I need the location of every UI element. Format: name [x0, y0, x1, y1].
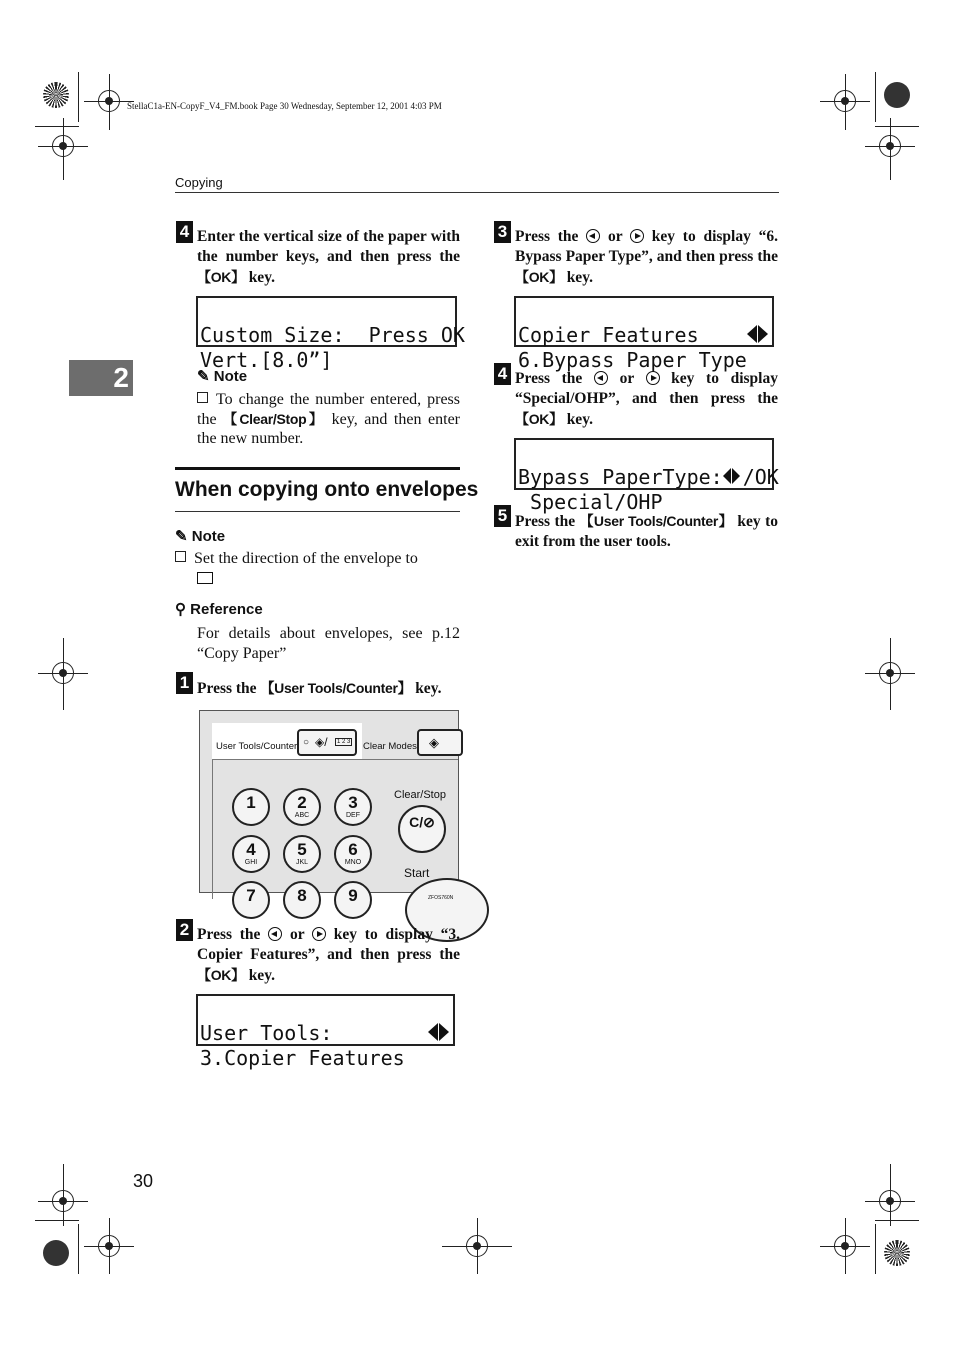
start-label: Start [404, 866, 430, 880]
keypad-key[interactable]: 5 JKL [283, 835, 321, 873]
keypad-key[interactable]: 7 [232, 881, 270, 919]
right-arrow-key-icon [312, 927, 326, 941]
illustration-code: ZFOS760N [428, 895, 454, 901]
section-rule-top [175, 467, 460, 470]
step-instruction: Press the or key to display “3. Copier Features”, and then press the 【OK】 key. [197, 926, 460, 984]
file-info: StellaC1a-EN-CopyF_V4_FM.book Page 30 Wednesday, September 12, 2001 4:03 PM [127, 101, 442, 111]
section-rule-bottom [175, 511, 460, 512]
keypad-key[interactable]: 9 [334, 881, 372, 919]
lcd-line: Custom Size: Press OK [200, 323, 465, 347]
step-instruction: Press the 【User Tools/Counter】 key to exit from the user tools. [515, 513, 778, 550]
indicator-icon: ○ [303, 737, 310, 748]
registration-dot-icon [884, 82, 910, 108]
step-instruction: Enter the vertical size of the paper with the number keys, and then press the 【OK】 key. [197, 228, 460, 286]
header-rule [175, 192, 779, 193]
note-text: To change the number entered, press the 【Clear/Stop】 key, and then enter the new number. [197, 391, 460, 447]
keypad-key[interactable]: 2 ABC [283, 788, 321, 826]
lcd-display [514, 296, 774, 372]
step-number: 4 [176, 221, 193, 243]
section-title: When copying onto envelopes [175, 478, 479, 501]
step-instruction: Press the or key to display “Special/OHP”, and then press the 【OK】 key. [515, 370, 778, 428]
step-instruction: Press the or key to display “6. Bypass Paper Type”, and then press the 【OK】 key. [515, 228, 778, 286]
registration-star-icon [884, 1240, 910, 1266]
tools-icon: ◈/ [315, 735, 328, 749]
chapter-tab: 2 [69, 360, 133, 396]
clear-modes-label: Clear Modes [363, 741, 417, 752]
keypad-key[interactable]: 3 DEF [334, 788, 372, 826]
page-number: 30 [133, 1171, 154, 1191]
left-right-arrow-icon [747, 325, 768, 348]
checkbox-bullet-icon [175, 551, 186, 562]
step-number: 1 [176, 672, 193, 694]
lcd-line: Copier Features [518, 323, 699, 347]
checkbox-bullet-icon [197, 392, 208, 403]
step-number: 2 [176, 919, 193, 941]
keypad-key[interactable]: 4 GHI [232, 835, 270, 873]
left-arrow-key-icon [268, 927, 282, 941]
lcd-line: 6.Bypass Paper Type [518, 348, 747, 372]
right-arrow-key-icon [630, 229, 644, 243]
envelope-orientation-icon [197, 572, 213, 584]
lcd-display [196, 296, 465, 372]
note-text: Set the direction of the envelope to [175, 549, 460, 589]
step-number: 3 [494, 221, 511, 243]
step-instruction: Press the 【User Tools/Counter】 key. [197, 680, 442, 697]
registration-star-icon [43, 82, 69, 108]
ok-key-label: 【OK】 [197, 269, 245, 285]
left-arrow-key-icon [594, 371, 608, 385]
step-number: 5 [494, 505, 511, 527]
keypad-key[interactable]: 8 [283, 881, 321, 919]
lcd-display [196, 994, 455, 1070]
user-tools-counter-button[interactable] [297, 729, 357, 756]
step-number: 4 [494, 363, 511, 385]
pencil-icon: ✎ [175, 528, 188, 545]
registration-dot-icon [43, 1240, 69, 1266]
clear-stop-button[interactable]: C/⊘ [398, 805, 446, 853]
pencil-icon: ✎ [197, 368, 210, 385]
lcd-line: Vert.[8.0”] [200, 348, 333, 372]
note-heading: ✎ Note [197, 368, 248, 385]
reference-text: For details about envelopes, see p.12 “Copy Paper” [197, 625, 460, 662]
lcd-line: User Tools: [200, 1021, 333, 1045]
lcd-line: /OK [742, 465, 779, 489]
running-header: Copying [175, 175, 223, 190]
counter-icon: 1 2 3 [337, 739, 351, 745]
keypad-key[interactable]: 6 MNO [334, 835, 372, 873]
clear-modes-icon: ◈ [429, 735, 439, 750]
lcd-line: Special/OHP [518, 490, 663, 514]
clear-stop-label: Clear/Stop [394, 789, 446, 801]
left-right-arrow-icon [723, 465, 743, 490]
left-right-arrow-icon [428, 1023, 449, 1046]
left-arrow-key-icon [586, 229, 600, 243]
lcd-display [514, 438, 779, 514]
magnifier-icon: ⚲ [175, 601, 186, 618]
right-arrow-key-icon [646, 371, 660, 385]
reference-heading: ⚲ Reference [175, 601, 263, 618]
keypad-key[interactable]: 1 [232, 788, 270, 826]
clear-modes-button[interactable] [417, 729, 463, 756]
lcd-line: Bypass PaperType: [518, 465, 723, 489]
note-heading: ✎ Note [175, 528, 226, 545]
lcd-line: 3.Copier Features [200, 1046, 405, 1070]
user-tools-label: User Tools/Counter [216, 741, 298, 752]
